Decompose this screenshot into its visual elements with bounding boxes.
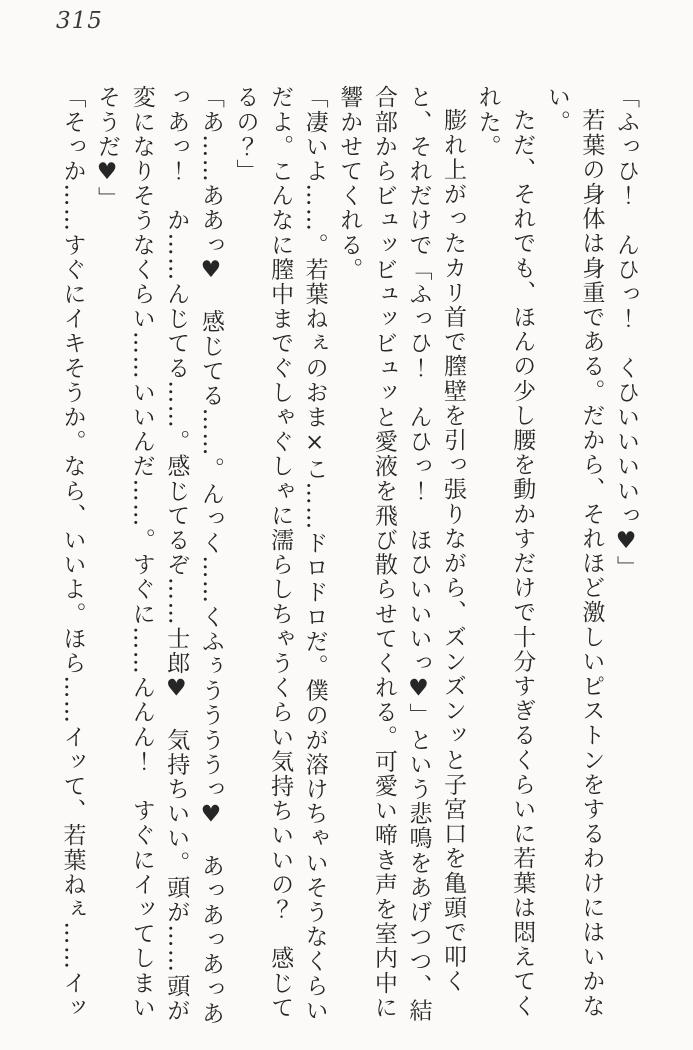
novel-text-block (55, 85, 643, 1030)
paragraph-6-dialogue: 「あ……ああっ♥ 感じてる……。んっく……くふぅううううっ♥ あっあっあっあっあっ！ か……んじてる……。感じてるぞ……士郎♥ 気持ちいい。頭が……頭が変になりそうなくらい……いいんだ……。すぐに……んんん！ すぐにイッてしまいそうだ♥」 (94, 85, 224, 1026)
paragraph-2-narration: 若葉の身体は身重である。だから、それほど激しいピストンをするわけにはいかない。 (543, 85, 605, 1019)
paragraph-7-dialogue: 「そっか……すぐにイキそうか。なら、いいよ。ほら……イッて、若葉ねぇ……イッ (59, 85, 86, 1020)
page-number: 315 (56, 8, 103, 34)
paragraph-1-dialogue: 「ふっひ！ んひっ！ くひいいいいっ♥」 (613, 85, 639, 580)
paragraph-5-dialogue: 「凄いよ……。若葉ねぇのおま×こ……ドロドロだ。僕のが溶けちゃいそうなくらいだよ。こんなに膣中までぐしゃぐしゃに濡らしちゃうくらい気持ちいいの？ 感じてるの？」 (232, 85, 328, 1023)
paragraph-3-narration: ただ、それでも、ほんの少し腰を動かすだけで十分すぎるくらいに若葉は悶えてくれた。 (474, 85, 536, 1019)
paragraph-4-narration: 膨れ上がったカリ首で膣壁を引っ張りながら、ズンズンッと子宮口を亀頭で叩くと、それだけで「ふっひ！ んひっ！ ほひいいいっ♥」という悲鳴をあげつつ、結合部からビュッビュッビュッと愛液を飛び散らせてくれる。可愛い啼き声を室内中に響かせてくれる。 (336, 85, 467, 1023)
